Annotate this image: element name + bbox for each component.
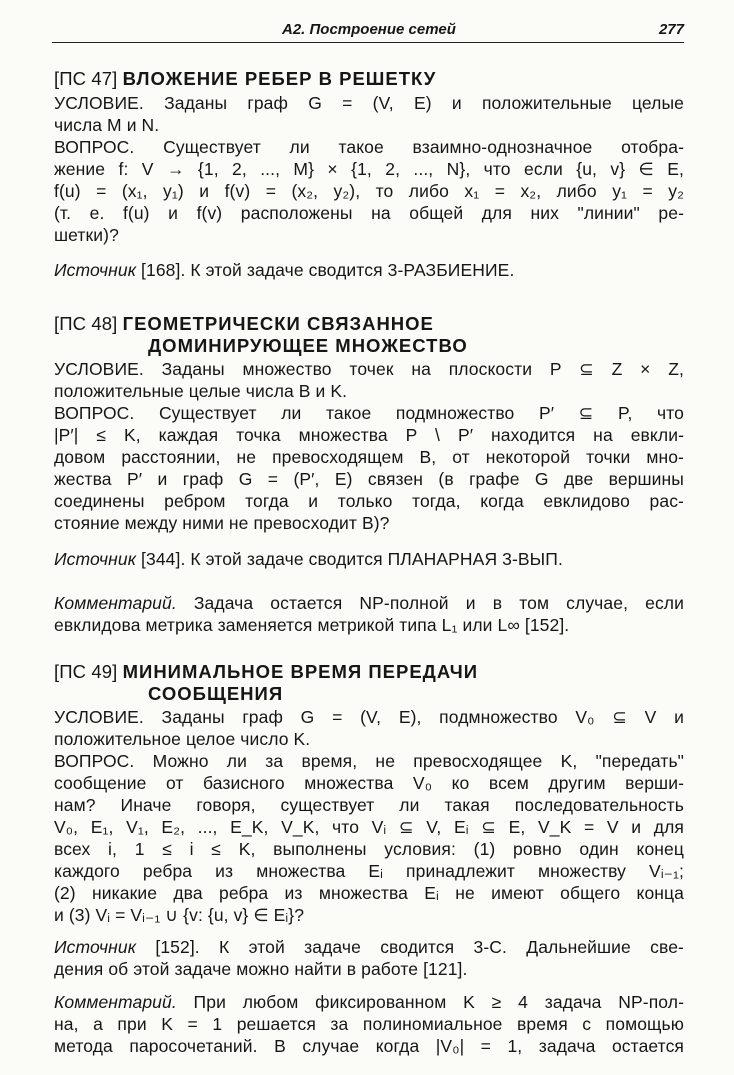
- problem-49-comment: [54, 991, 684, 1013]
- problem-49-line: каждого ребра из множества Eᵢ принадлежит множеству Vᵢ₋₁;: [54, 861, 684, 881]
- problem-48-line: довом расстоянии, не превосходящем B, от некоторой точки мно-: [54, 447, 684, 467]
- problem-49-line: положительное целое число K.: [54, 729, 311, 749]
- comment-text: Задача остается NP-полной и в том случае, если: [176, 593, 684, 613]
- problem-49-code: [ПС 49]: [54, 661, 118, 682]
- problem-48-name-line1: ГЕОМЕТРИЧЕСКИ СВЯЗАННОЕ: [122, 313, 434, 334]
- problem-49-line: всех i, 1 ≤ i ≤ K, выполнены условия: (1) ровно один конец: [54, 839, 684, 859]
- problem-48-line: жества P′ и граф G = (P′, E) связен (в графе G две вершины: [54, 469, 684, 489]
- running-header: [52, 16, 684, 43]
- problem-48-code: [ПС 48]: [54, 313, 118, 334]
- problem-48-line: стояние между ними не превосходит B)?: [54, 513, 390, 533]
- problem-49-line: УСЛОВИЕ. Заданы граф G = (V, E), подмножество V₀ ⊆ V и: [54, 707, 684, 727]
- problem-47-source: [54, 259, 684, 281]
- source-label: Источник: [54, 260, 137, 280]
- problem-49-heading: [54, 661, 684, 683]
- problem-49-source-cont: дения об этой задаче можно найти в работе [121].: [54, 959, 468, 979]
- source-text: [152]. К этой задаче сводится 3-С. Дальнейшие све-: [136, 937, 684, 957]
- problem-49-comment-cont: на, а при K = 1 решается за полиномиальное время с помощью: [54, 1014, 684, 1034]
- problem-48-heading: [54, 313, 684, 335]
- problem-47-line: (т. е. f(u) и f(v) расположены на общей для них "линии" ре-: [54, 203, 684, 223]
- problem-49-name-line1: МИНИМАЛЬНОЕ ВРЕМЯ ПЕРЕДАЧИ: [122, 661, 479, 682]
- problem-47-line: числа M и N.: [54, 115, 160, 135]
- problem-49-heading-cont: [148, 683, 734, 705]
- problem-49-line: V₀, E₁, V₁, E₂, ..., E_K, V_K, что Vᵢ ⊆ V, Eᵢ ⊆ E, V_K = V и для: [54, 817, 684, 837]
- problem-49-line: (2) никакие два ребра из множества Eᵢ не имеют общего конца: [54, 883, 684, 903]
- problem-47-line: f(u) = (x₁, y₁) и f(v) = (x₂, y₂), то либо x₁ = x₂, либо y₁ = y₂: [54, 181, 684, 201]
- problem-49-line: ВОПРОС. Можно ли за время, не превосходящее K, "передать": [54, 751, 684, 771]
- problem-49-line: нам? Иначе говоря, существует ли такая последовательность: [54, 795, 684, 815]
- source-label: Источник: [54, 937, 137, 957]
- source-text: [344]. К этой задаче сводится ПЛАНАРНАЯ 3-ВЫП.: [136, 549, 563, 569]
- problem-48-name-line2: ДОМИНИРУЮЩЕЕ МНОЖЕСТВО: [148, 335, 468, 356]
- problem-48-line: |P′| ≤ K, каждая точка множества P \ P′ находится на евкли-: [54, 425, 684, 445]
- comment-text: При любом фиксированном K ≥ 4 задача NP-пол-: [176, 992, 684, 1012]
- problem-48-line: ВОПРОС. Существует ли такое подмножество P′ ⊆ P, что: [54, 403, 684, 423]
- problem-47-name: ВЛОЖЕНИЕ РЕБЕР В РЕШЕТКУ: [122, 68, 437, 89]
- running-title: А2. Построение сетей: [282, 21, 456, 38]
- problem-49-line: и (3) Vᵢ = Vᵢ₋₁ ∪ {v: {u, v} ∈ Eᵢ}?: [54, 905, 305, 925]
- source-text: [168]. К этой задаче сводится 3-РАЗБИЕНИЕ.: [136, 260, 515, 280]
- problem-48-source: [54, 548, 684, 570]
- page-number: 277: [658, 21, 684, 38]
- problem-49-line: сообщение от базисного множества V₀ ко всем другим верши-: [54, 773, 684, 793]
- problem-48-comment: [54, 592, 684, 614]
- problem-47-line: УСЛОВИЕ. Заданы граф G = (V, E) и положительные целые: [54, 93, 684, 113]
- problem-48-line: соединены ребром тогда и только тогда, когда евклидово рас-: [54, 491, 684, 511]
- problem-47-line: ВОПРОС. Существует ли такое взаимно-однозначное отобра-: [54, 137, 684, 157]
- problem-49-source: [54, 936, 684, 958]
- problem-48-comment-cont: евклидова метрика заменяется метрикой типа L₁ или L∞ [152].: [54, 615, 570, 635]
- comment-label: Комментарий.: [54, 593, 177, 613]
- problem-47-line: шетки)?: [54, 225, 119, 245]
- source-label: Источник: [54, 549, 137, 569]
- problem-47-line: жение f: V → {1, 2, ..., M} × {1, 2, ..., N}, что если {u, v} ∈ E,: [54, 159, 684, 179]
- problem-48-heading-cont: [148, 335, 734, 357]
- problem-47-heading: [54, 68, 684, 90]
- problem-48-line: положительные целые числа B и K.: [54, 381, 348, 401]
- problem-49-name-line2: СООБЩЕНИЯ: [148, 683, 284, 704]
- problem-49-comment-cont: метода паросочетаний. В случае когда |V₀| = 1, задача остается: [54, 1036, 684, 1056]
- comment-label: Комментарий.: [54, 992, 177, 1012]
- problem-48-line: УСЛОВИЕ. Заданы множество точек на плоскости P ⊆ Z × Z,: [54, 359, 684, 379]
- problem-47-code: [ПС 47]: [54, 68, 118, 89]
